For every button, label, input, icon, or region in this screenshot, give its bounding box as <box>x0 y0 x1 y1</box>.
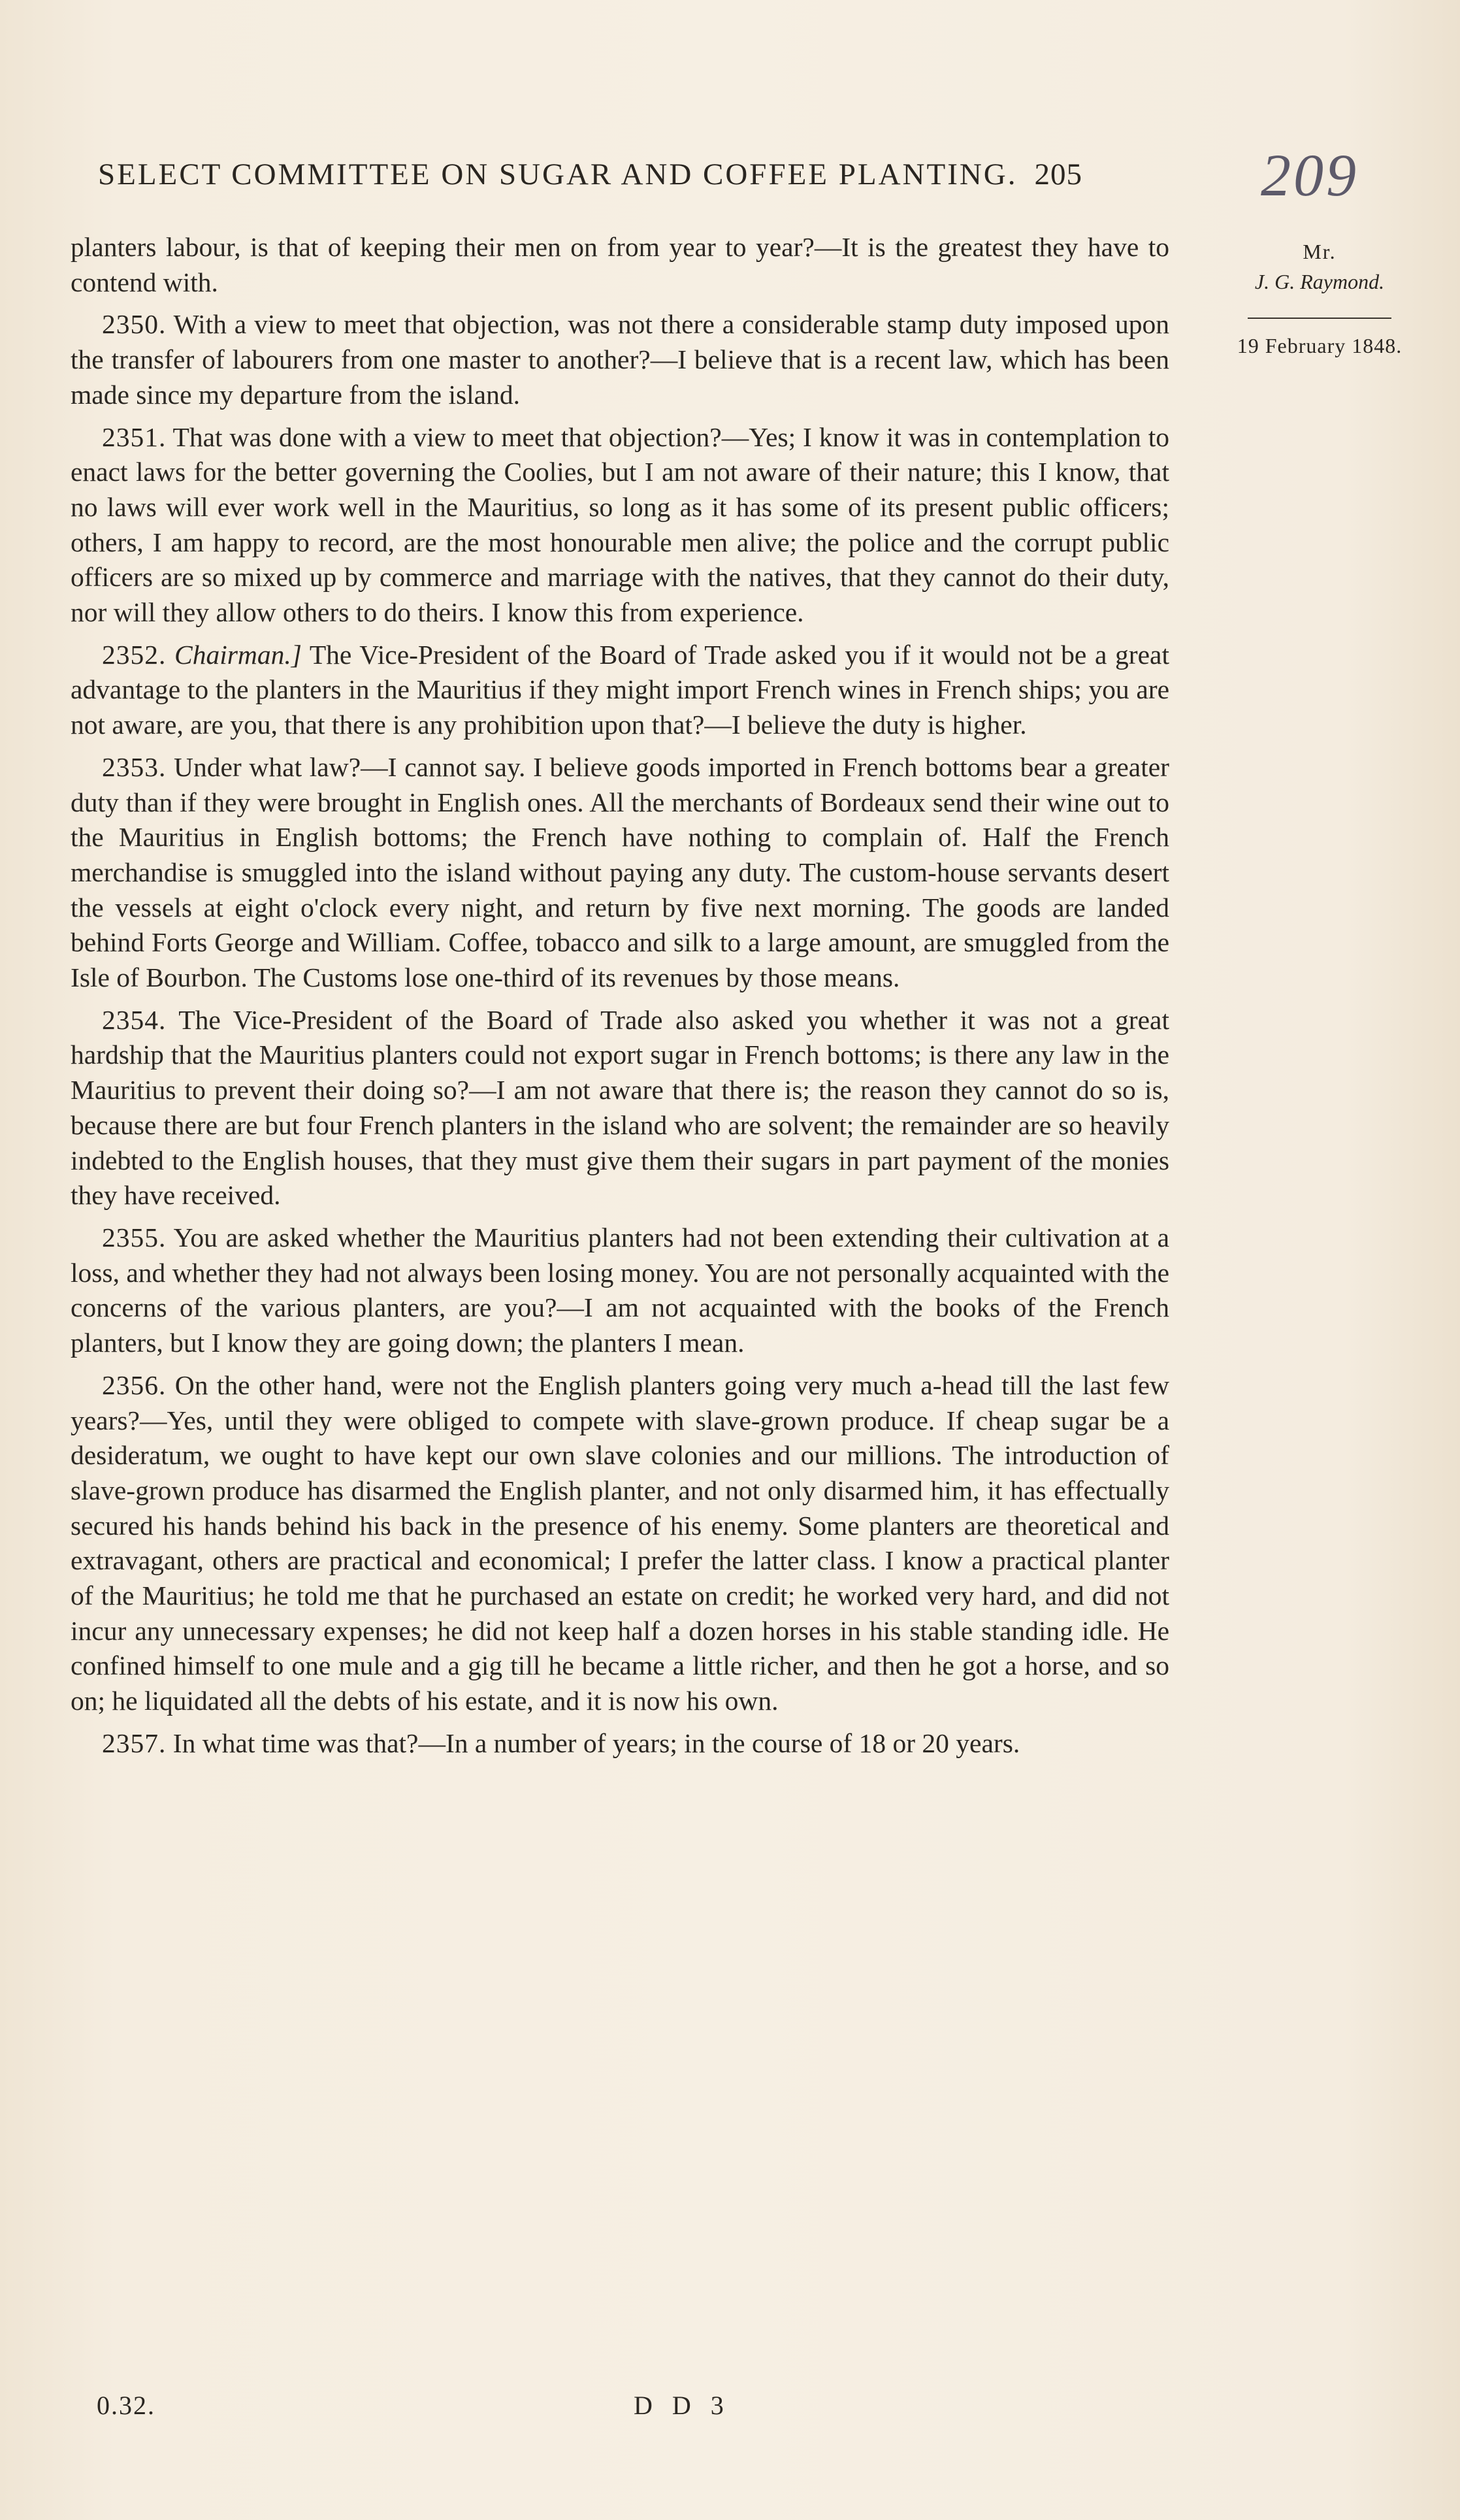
paragraph <box>71 307 1169 412</box>
hearing-date: 19 February 1848. <box>1237 334 1403 357</box>
paragraph <box>71 750 1169 996</box>
paragraph <box>71 420 1169 630</box>
header-title: SELECT COMMITTEE ON SUGAR AND COFFEE PLANTING. <box>98 157 1018 191</box>
testimony-body <box>71 230 1169 1769</box>
paragraph-text: That was done with a view to meet that objection?—Yes; I know it was in contemplation to enact laws for the better governing the Coolies, but I am not aware of their nature; this I know, that no laws will ever work well in the Mauritius, so long as it has some of its present public officers; others, I am happy to record, are the most honourable men alive; the police and the corrupt public officers are so mixed up by commerce and marriage with the natives, that they cannot do their duty, nor will they allow others to do theirs. I know this from experience. <box>71 421 1169 628</box>
page-number: 205 <box>1034 157 1082 191</box>
paragraph-text: On the other hand, were not the English planters going very much a-head till the last few years?—Yes, until they were obliged to compete with slave-grown produce. If cheap sugar be a desideratum, we ought to have kept our own slave colonies and our millions. The introduction of slave-grown produce has disarmed the English planter, and not only disarmed him, it has effectually secured his hands behind his back in the presence of his enemy. Some planters are theoretical and extravagant, others are practical and economical; I prefer the latter class. I know a practical planter of the Mauritius; he told me that he purchased an estate on credit; he worked very hard, and did not incur any unnecessary expenses; he did not keep half a dozen horses in his stable standing idle. He confined himself to one mule and a gig till he became a little richer, and then he got a horse, and so on; he liquidated all the debts of his estate, and it is now his own. <box>71 1369 1169 1716</box>
paragraph <box>71 1368 1169 1719</box>
witness-name: J. G. Raymond. <box>1254 270 1385 293</box>
question-number: 2351. <box>102 421 167 452</box>
margin-note <box>1231 237 1408 361</box>
paragraph-text: In what time was that?—In a number of years; in the course of 18 or 20 years. <box>172 1727 1020 1758</box>
question-number: 2356. <box>102 1369 167 1400</box>
footer-reference: 0.32. <box>97 2391 155 2420</box>
question-number: 2355. <box>102 1222 167 1252</box>
question-number: 2350. <box>102 309 167 340</box>
paragraph-text: planters labour, is that of keeping their men on from year to year?—It is the greatest they have to contend with. <box>71 232 1169 297</box>
paragraph-text: You are asked whether the Mauritius planters had not been extending their cultivation at a loss, and whether they had not always been losing money. You are not personally acquainted with the concerns of the various planters, are you?—I am not acquainted with the books of the French planters, but I know they are going down; the planters I mean. <box>71 1222 1170 1358</box>
question-number: 2357. <box>102 1727 167 1758</box>
speaker-label: Chairman.] <box>174 639 302 670</box>
paragraph <box>71 1220 1169 1361</box>
question-number: 2352. <box>102 639 167 670</box>
margin-divider <box>1248 318 1391 319</box>
paragraph <box>71 638 1169 743</box>
paragraph <box>71 1726 1169 1761</box>
paragraph-text: The Vice-President of the Board of Trade also asked you whether it was not a great hardship that the Mauritius planters could not export sugar in French bottoms; is there any law in the Mauritius to prevent their doing so?—I am not aware that there is; the reason they cannot do so is, because there are but four French planters in the island who are solvent; the remainder are so heavily indebted to the English houses, that they must give them their sugars in part payment of the monies they have received. <box>71 1004 1169 1211</box>
running-header <box>98 157 1143 192</box>
paragraph <box>71 1003 1169 1213</box>
handwritten-folio-number: 209 <box>1261 142 1359 208</box>
paragraph-text: Under what law?—I cannot say. I believe goods imported in French bottoms bear a greater duty than if they were brought in English ones. All the merchants of Bordeaux send their wine out to the Mauritius in English bottoms; the French have nothing to complain of. Half the French merchandise is smuggled into the island without paying any duty. The custom-house servants desert the vessels at eight o'clock every night, and return by five next morning. The goods are landed behind Forts George and William. Coffee, tobacco and silk to a large amount, are smuggled from the Isle of Bourbon. The Customs lose one-third of its revenues by those means. <box>71 751 1169 993</box>
question-number: 2354. <box>102 1004 167 1035</box>
paragraph <box>71 230 1169 300</box>
signature-mark: D D 3 <box>634 2391 730 2420</box>
question-number: 2353. <box>102 751 167 782</box>
paragraph-text: With a view to meet that objection, was not there a considerable stamp duty imposed upon the transfer of labourers from one master to another?—I believe that is a recent law, which has been made since my departure from the island. <box>71 309 1169 410</box>
paragraph-text: The Vice-President of the Board of Trade asked you if it would not be a great advantage to the planters in the Mauritius if they might import French wines in French ships; you are not aware, are you, that there is any prohibition upon that?—I believe the duty is higher. <box>71 639 1169 740</box>
witness-title: Mr. <box>1303 240 1337 263</box>
